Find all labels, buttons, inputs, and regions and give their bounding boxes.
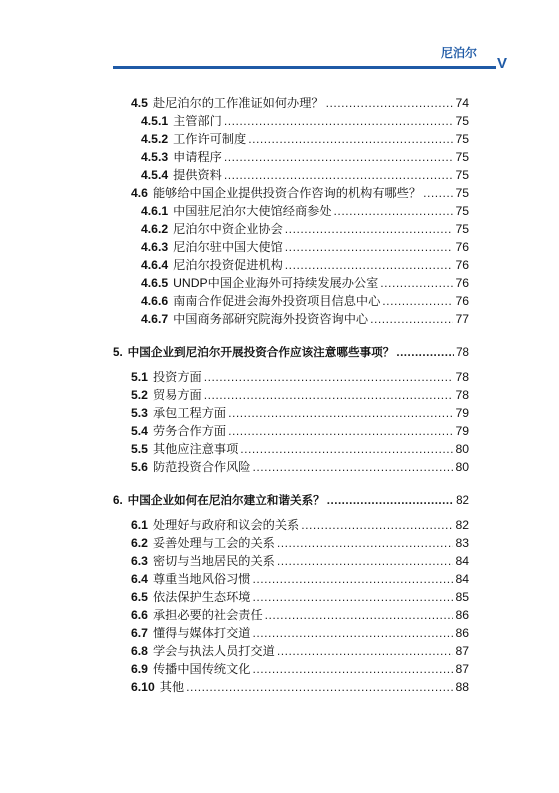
- toc-entry[interactable]: [113, 440, 469, 458]
- toc-entry-number: 4.5.1: [141, 114, 169, 128]
- toc-entry[interactable]: [113, 386, 469, 404]
- toc-entry[interactable]: [113, 256, 469, 274]
- toc-entry-number: 5.6: [131, 460, 148, 474]
- toc-leader-dots: [204, 386, 454, 404]
- toc-leader-dots: [277, 552, 454, 570]
- toc-entry-number: 6.1: [131, 518, 148, 532]
- toc-entry[interactable]: [113, 220, 469, 238]
- toc-entry-number: 6.8: [131, 644, 148, 658]
- toc-page-number: 75: [455, 132, 469, 146]
- toc-page-number: 74: [455, 96, 469, 110]
- toc-page-number: 75: [455, 150, 469, 164]
- toc-leader-dots: [265, 606, 454, 624]
- toc-entry-number: 4.6.6: [141, 294, 169, 308]
- toc-entry-title: 其他应注意事项: [152, 442, 239, 456]
- toc-entry-number: 4.5.4: [141, 168, 169, 182]
- toc-page-number: 79: [455, 406, 469, 420]
- toc-page-number: 80: [455, 460, 469, 474]
- header-title: 尼泊尔: [440, 46, 477, 60]
- toc-entry-title: 学会与执法人员打交道: [152, 644, 275, 658]
- toc-entry-title: 承包工程方面: [152, 406, 227, 420]
- toc-leader-dots: [224, 112, 454, 130]
- toc-leader-dots: [240, 440, 453, 458]
- toc-chapter-number: 5.: [113, 346, 123, 359]
- toc-entry[interactable]: [113, 516, 469, 534]
- toc-entry-title: 南南合作促进会海外投资项目信息中心: [173, 294, 381, 308]
- toc-entry-number: 5.2: [131, 388, 148, 402]
- toc-chapter-6[interactable]: [113, 492, 469, 510]
- toc-section-5-entries: [113, 368, 469, 476]
- toc-entry-title: 尊重当地风俗习惯: [152, 572, 251, 586]
- toc-entry-number: 6.5: [131, 590, 148, 604]
- toc-entry[interactable]: [113, 404, 469, 422]
- toc-entry-title: 尼泊尔投资促进机构: [173, 258, 283, 272]
- toc-chapter-5[interactable]: [113, 344, 469, 362]
- toc-leader-dots: [334, 202, 454, 220]
- toc-page-number: 88: [455, 680, 469, 694]
- toc-entry-number: 5.4: [131, 424, 148, 438]
- toc-entry-title: 赴尼泊尔的工作准证如何办理？: [152, 96, 324, 110]
- toc-page-number: 76: [455, 240, 469, 254]
- toc-entry-title: 懂得与媒体打交道: [152, 626, 251, 640]
- toc-entry-title: 投资方面: [152, 370, 202, 384]
- toc-entry-number: 4.5.3: [141, 150, 169, 164]
- toc-entry[interactable]: [113, 130, 469, 148]
- toc-page-number: 82: [455, 518, 469, 532]
- toc-entry[interactable]: [113, 202, 469, 220]
- toc-entry-title: 处理好与政府和议会的关系: [152, 518, 300, 532]
- toc-entry-title: 中国驻尼泊尔大使馆经商参处: [173, 204, 332, 218]
- toc-entry[interactable]: [113, 148, 469, 166]
- toc-entry[interactable]: [113, 274, 469, 292]
- toc-page-number: 80: [455, 442, 469, 456]
- toc-entry[interactable]: [113, 292, 469, 310]
- toc-entry[interactable]: [113, 166, 469, 184]
- toc-entry-title: 妥善处理与工会的关系: [152, 536, 275, 550]
- toc-entry[interactable]: [113, 642, 469, 660]
- toc-entry-number: 4.6.2: [141, 222, 169, 236]
- toc-entry[interactable]: [113, 422, 469, 440]
- toc-entry-number: 4.6.1: [141, 204, 169, 218]
- toc-page-number: 85: [455, 590, 469, 604]
- toc-entry-title: 贸易方面: [152, 388, 202, 402]
- toc-entry-number: 4.6.7: [141, 312, 169, 326]
- toc-page-number: 75: [455, 222, 469, 236]
- toc-leader-dots: [326, 94, 454, 112]
- toc-leader-dots: [423, 184, 453, 202]
- toc-leader-dots: [396, 344, 454, 362]
- toc-leader-dots: [277, 642, 454, 660]
- table-of-contents: [113, 94, 469, 696]
- toc-entry[interactable]: [113, 624, 469, 642]
- toc-page-number: 84: [455, 572, 469, 586]
- toc-page-number: 75: [455, 186, 469, 200]
- toc-entry-title: 密切与当地居民的关系: [152, 554, 275, 568]
- toc-entry-number: 4.6.4: [141, 258, 169, 272]
- toc-section-6-entries: [113, 516, 469, 696]
- toc-entry-title: 工作许可制度: [173, 132, 247, 146]
- toc-entry[interactable]: [113, 552, 469, 570]
- toc-leader-dots: [382, 292, 453, 310]
- toc-entry[interactable]: [113, 660, 469, 678]
- toc-page-number: 86: [455, 608, 469, 622]
- toc-leader-dots: [327, 492, 454, 510]
- toc-leader-dots: [252, 458, 453, 476]
- toc-page-number: 78: [455, 388, 469, 402]
- toc-page-number: 84: [455, 554, 469, 568]
- toc-leader-dots: [252, 660, 453, 678]
- toc-chapter-title: 中国企业到尼泊尔开展投资合作应该注意哪些事项？: [127, 346, 395, 359]
- toc-leader-dots: [380, 274, 453, 292]
- toc-leader-dots: [252, 570, 453, 588]
- toc-leader-dots: [285, 256, 454, 274]
- toc-entry[interactable]: [113, 606, 469, 624]
- toc-leader-dots: [204, 368, 454, 386]
- toc-page-number: 86: [455, 626, 469, 640]
- toc-entry-title: 提供资料: [173, 168, 222, 182]
- toc-leader-dots: [252, 588, 453, 606]
- toc-page-number: 83: [455, 536, 469, 550]
- toc-leader-dots: [370, 310, 453, 328]
- toc-entry[interactable]: [113, 678, 469, 696]
- toc-entry-title: 防范投资合作风险: [152, 460, 251, 474]
- toc-leader-dots: [228, 422, 453, 440]
- toc-entry-number: 5.5: [131, 442, 148, 456]
- toc-entry-title: 依法保护生态环境: [152, 590, 251, 604]
- toc-page-number: 78: [455, 370, 469, 384]
- toc-leader-dots: [224, 166, 454, 184]
- toc-entry-title: 申请程序: [173, 150, 222, 164]
- toc-page-number: 79: [455, 424, 469, 438]
- toc-page-number: 87: [455, 662, 469, 676]
- toc-entry[interactable]: [113, 534, 469, 552]
- toc-entry[interactable]: [113, 588, 469, 606]
- toc-leader-dots: [186, 678, 453, 696]
- toc-leader-dots: [285, 238, 454, 256]
- toc-entry-title: 主管部门: [173, 114, 222, 128]
- toc-entry-number: 6.3: [131, 554, 148, 568]
- toc-entry[interactable]: [113, 184, 469, 202]
- toc-entry-title: 其他: [159, 680, 185, 694]
- toc-leader-dots: [224, 148, 454, 166]
- toc-entry[interactable]: [113, 238, 469, 256]
- toc-entry[interactable]: [113, 310, 469, 328]
- toc-entry-title: 尼泊尔驻中国大使馆: [173, 240, 283, 254]
- toc-entry-title: 承担必要的社会责任: [152, 608, 263, 622]
- toc-page-number: 76: [455, 276, 469, 290]
- toc-entry-number: 6.10: [131, 680, 155, 694]
- toc-leader-dots: [285, 220, 454, 238]
- toc-entry-number: 4.6: [131, 186, 148, 200]
- toc-page-number: 77: [455, 312, 469, 326]
- toc-entry-title: 传播中国传统文化: [152, 662, 251, 676]
- toc-entry-number: 6.9: [131, 662, 148, 676]
- toc-entry-number: 6.7: [131, 626, 148, 640]
- header-page-number: V: [496, 55, 507, 72]
- toc-page-number: 75: [455, 204, 469, 218]
- toc-chapter-title: 中国企业如何在尼泊尔建立和谐关系？: [127, 494, 325, 507]
- toc-entry-number: 6.2: [131, 536, 148, 550]
- toc-entry-title: 中国商务部研究院海外投资咨询中心: [173, 312, 369, 326]
- toc-entry[interactable]: [113, 94, 469, 112]
- toc-leader-dots: [252, 624, 453, 642]
- toc-entry-number: 4.5: [131, 96, 148, 110]
- toc-entry-number: 4.6.3: [141, 240, 169, 254]
- toc-entry-number: 6.6: [131, 608, 148, 622]
- toc-page-number: 82: [456, 494, 469, 507]
- toc-page-number: 78: [456, 346, 469, 359]
- toc-entry-number: 4.6.5: [141, 276, 169, 290]
- toc-page-number: 76: [455, 294, 469, 308]
- toc-leader-dots: [228, 404, 453, 422]
- toc-chapter-number: 6.: [113, 494, 123, 507]
- toc-leader-dots: [277, 534, 454, 552]
- toc-entry-title: 能够给中国企业提供投资合作咨询的机构有哪些？: [152, 186, 422, 200]
- header-rule: [113, 66, 496, 69]
- toc-page-number: 75: [455, 168, 469, 182]
- toc-entry-title: 尼泊尔中资企业协会: [173, 222, 283, 236]
- toc-leader-dots: [301, 516, 453, 534]
- toc-leader-dots: [248, 130, 453, 148]
- toc-entry-title: 劳务合作方面: [152, 424, 227, 438]
- toc-entry-number: 4.5.2: [141, 132, 169, 146]
- toc-page-number: 87: [455, 644, 469, 658]
- toc-entry[interactable]: [113, 368, 469, 386]
- toc-entry-number: 5.3: [131, 406, 148, 420]
- toc-entry-number: 6.4: [131, 572, 148, 586]
- toc-entry[interactable]: [113, 112, 469, 130]
- toc-section-4-entries: [113, 94, 469, 328]
- toc-entry-title: UNDP中国企业海外可持续发展办公室: [173, 276, 379, 290]
- toc-page-number: 76: [455, 258, 469, 272]
- toc-entry[interactable]: [113, 570, 469, 588]
- toc-page-number: 75: [455, 114, 469, 128]
- toc-entry-number: 5.1: [131, 370, 148, 384]
- toc-entry[interactable]: [113, 458, 469, 476]
